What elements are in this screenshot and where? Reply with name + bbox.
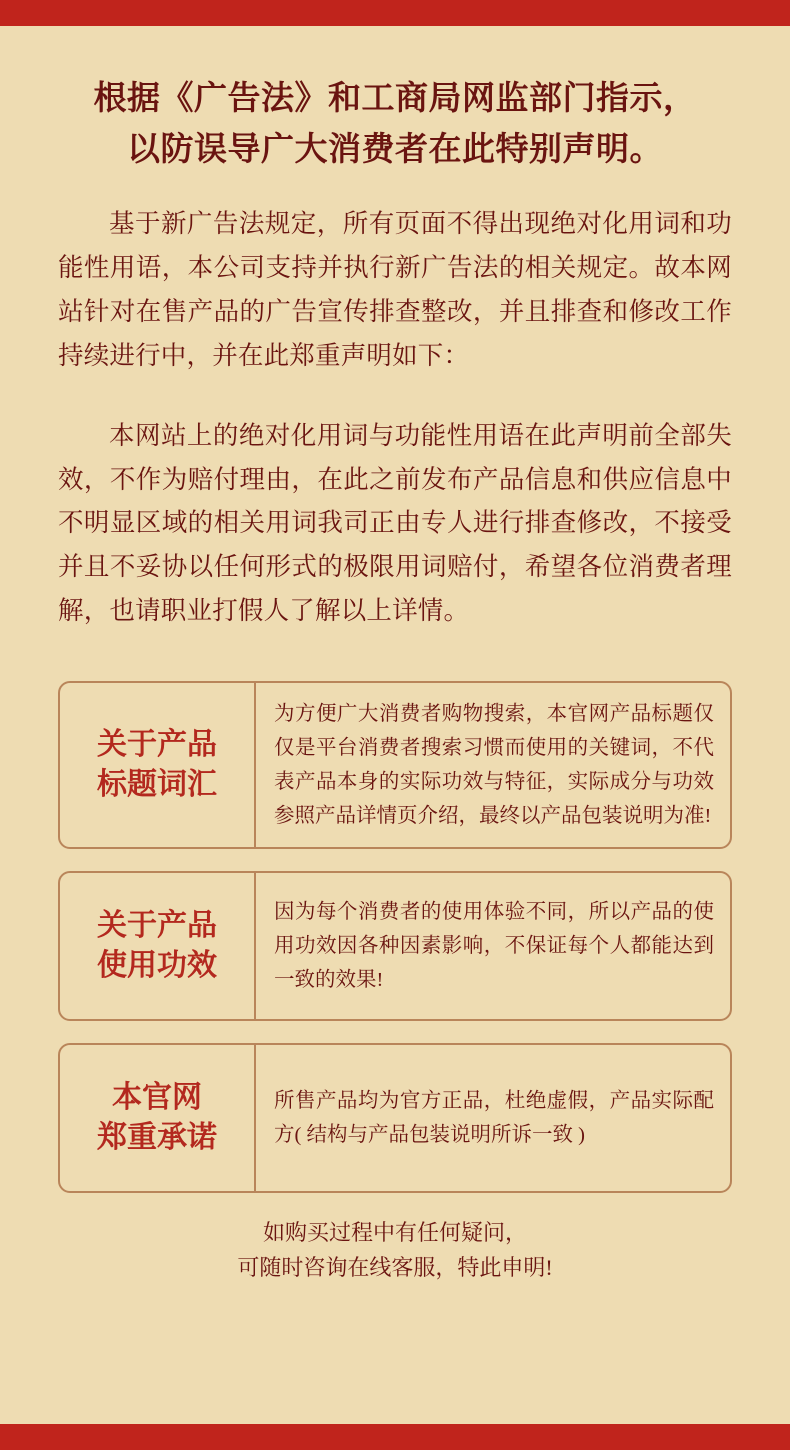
footer-line-1: 如购买过程中有任何疑问，: [262, 1220, 527, 1246]
disclaimer-content: [0, 26, 790, 1424]
notice-card-label: [60, 1045, 256, 1191]
bottom-red-bar: [0, 1424, 790, 1450]
footer-note: [58, 1215, 732, 1285]
paragraph-1: 基于新广告法规定，所有页面不得出现绝对化用词和功能性用语，本公司支持并执行新广告法的相关规定。故本网站针对在售产品的广告宣传排查整改，并且排查和修改工作持续进行中，并在此郑重声明如下：: [58, 209, 732, 370]
notice-card-label-line-1: 关于产品: [97, 908, 217, 942]
notice-card-label-line-2: 标题词汇: [97, 768, 217, 802]
notice-card-official-promise: [58, 1043, 732, 1193]
notice-card-label-line-1: 关于产品: [97, 727, 217, 761]
notice-card-product-effect: [58, 871, 732, 1021]
notice-card-body: 因为每个消费者的使用体验不同，所以产品的使用功效因各种因素影响，不保证每个人都能达到一致的效果!: [274, 901, 714, 992]
notice-card-body: 所售产品均为官方正品，杜绝虚假，产品实际配方( 结构与产品包装说明所诉一致 ): [274, 1090, 714, 1147]
notice-card-label-line-2: 使用功效: [97, 949, 217, 983]
top-red-bar: [0, 0, 790, 26]
notice-card-label: [60, 683, 256, 847]
page-title-line-1: 根据《广告法》和工商局网监部门指示，: [93, 81, 697, 117]
notice-card-body: 为方便广大消费者购物搜索，本官网产品标题仅仅是平台消费者搜索习惯而使用的关键词，不代表产品本身的实际功效与特征，实际成分与功效参照产品详情页介绍，最终以产品包装说明为准!: [274, 703, 714, 828]
notice-card-label: [60, 873, 256, 1019]
page-title-line-2: 以防误导广大消费者在此特别声明。: [127, 132, 663, 169]
footer-line-2: 可随时咨询在线客服，特此申明!: [237, 1255, 553, 1281]
notice-card-label-line-1: 本官网: [112, 1080, 202, 1114]
notice-card-label-line-2: 郑重承诺: [97, 1121, 217, 1155]
notice-card-list: [58, 681, 732, 1193]
page-title: [58, 26, 732, 176]
notice-card-product-title: [58, 681, 732, 849]
paragraph-2: 本网站上的绝对化用词与功能性用语在此声明前全部失效，不作为赔付理由，在此之前发布产品信息和供应信息中不明显区域的相关用词我司正由专人进行排查修改，不接受并且不妥协以任何形式的极限用词赔付，希望各位消费者理解，也请职业打假人了解以上详情。: [58, 420, 732, 626]
